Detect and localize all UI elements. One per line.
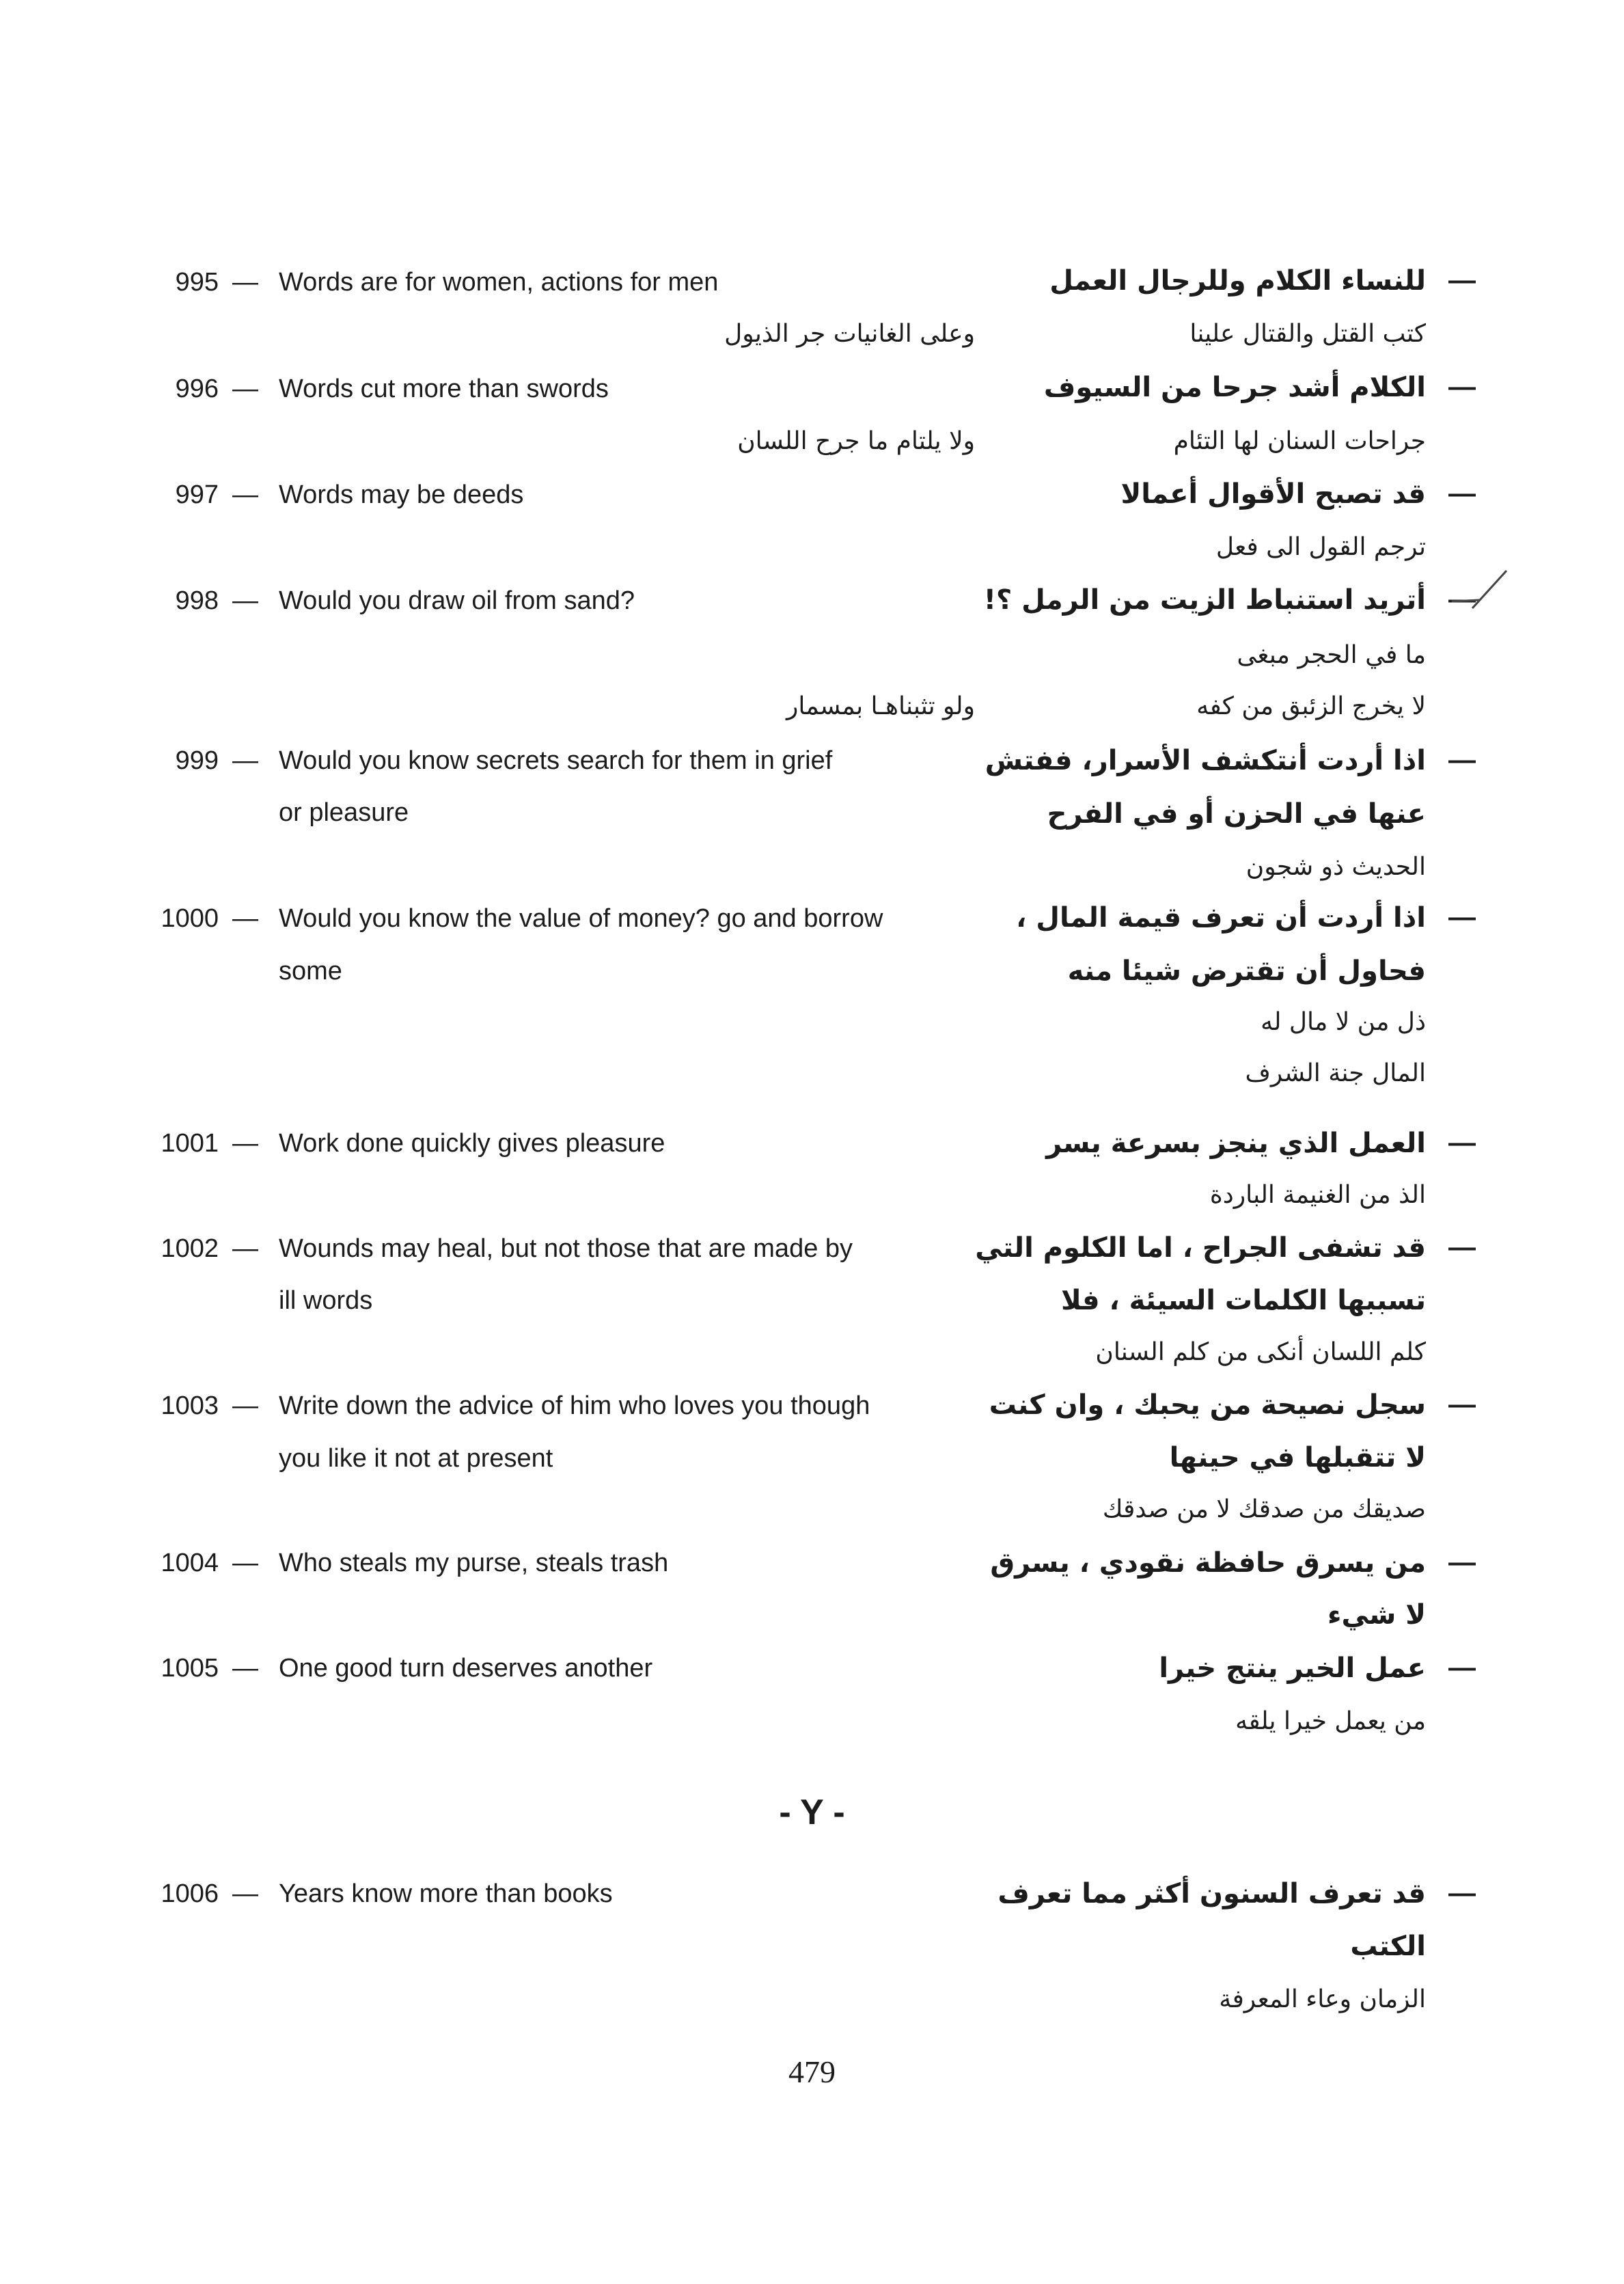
entry-dash: — — [232, 1391, 258, 1420]
english-proverb: Words may be deeds — [279, 480, 524, 509]
arabic-dash: — — [1448, 584, 1476, 614]
entry-number: 1005 — [161, 1654, 219, 1683]
arabic-proverb: الكلام أشد جرحا من السيوف — [1043, 372, 1426, 403]
arabic-equivalent: ما في الحجر مبغى — [1237, 641, 1426, 669]
entry-dash: — — [232, 1129, 258, 1158]
arabic-proverb: أتريد استنباط الزيت من الرمل ؟! — [983, 584, 1426, 616]
arabic-proverb-line2: لا شيء — [1327, 1599, 1426, 1631]
entry-dash: — — [232, 1879, 258, 1908]
arabic-dash: — — [1448, 1389, 1476, 1419]
page-number: 479 — [788, 2054, 836, 2089]
english-proverb-line2: ill words — [279, 1286, 373, 1315]
arabic-equivalent: المال جنة الشرف — [1245, 1059, 1426, 1087]
arabic-equivalent: من يعمل خيرا يلقه — [1235, 1707, 1426, 1735]
arabic-proverb-line2: لا تتقبلها في حينها — [1169, 1442, 1426, 1473]
entry-dash: — — [232, 1549, 258, 1577]
entry-dash: — — [232, 1654, 258, 1683]
entry-dash: — — [232, 904, 258, 933]
english-proverb-line2: or pleasure — [279, 798, 409, 827]
arabic-equivalent: جراحات السنان لها التئام — [1173, 427, 1426, 455]
arabic-proverb: قد تعرف السنون أكثر مما تعرف — [997, 1878, 1426, 1909]
english-proverb-line2: some — [279, 957, 342, 985]
english-proverb: Would you know secrets search for them in grief — [279, 746, 833, 775]
arabic-proverb-line2: الكتب — [1350, 1931, 1426, 1962]
arabic-equivalent: ترجم القول الى فعل — [1215, 533, 1426, 561]
arabic-equivalent: الذ من الغنيمة الباردة — [1209, 1181, 1426, 1209]
arabic-equivalent: الزمان وعاء المعرفة — [1219, 1985, 1426, 2013]
arabic-proverb: قد تصبح الأقوال أعمالا — [1120, 478, 1426, 510]
margin-tick-mark — [1448, 567, 1510, 622]
arabic-equivalent: كلم اللسان أنكى من كلم السنان — [1095, 1338, 1426, 1366]
arabic-dash: — — [1448, 1547, 1476, 1577]
arabic-dash: — — [1448, 1128, 1476, 1158]
arabic-equivalent: ذل من لا مال له — [1261, 1008, 1426, 1036]
entry-number: 996 — [175, 375, 219, 403]
english-proverb: Words are for women, actions for men — [279, 268, 719, 297]
arabic-dash: — — [1448, 745, 1476, 775]
arabic-equivalent: لا يخرج الزئبق من كفه — [1196, 692, 1426, 720]
arabic-verse-continuation: ولو تثبناهـا بمسمار — [786, 692, 975, 720]
entry-number: 1000 — [161, 904, 219, 933]
english-proverb: Would you draw oil from sand? — [279, 586, 635, 615]
english-proverb: Years know more than books — [279, 1879, 613, 1908]
arabic-proverb-line2: فحاول أن تقترض شيئا منه — [1067, 955, 1426, 987]
entry-number: 1002 — [161, 1234, 219, 1263]
arabic-proverb: اذا أردت أنتكشف الأسرار، ففتش — [985, 745, 1426, 776]
arabic-dash: — — [1448, 1653, 1476, 1683]
arabic-dash: — — [1448, 1878, 1476, 1908]
arabic-proverb-line2: عنها في الحزن أو في الفرح — [1047, 798, 1426, 830]
english-proverb: Would you know the value of money? go and borrow — [279, 904, 883, 933]
entry-dash: — — [232, 268, 258, 297]
arabic-proverb: العمل الذي ينجز بسرعة يسر — [1046, 1128, 1426, 1159]
arabic-equivalent: كتب القتل والقتال علينا — [1189, 320, 1426, 348]
arabic-equivalent: صديقك من صدقك لا من صدقك — [1102, 1495, 1426, 1523]
arabic-dash: — — [1448, 372, 1476, 402]
english-proverb: Who steals my purse, steals trash — [279, 1549, 669, 1577]
arabic-proverb: للنساء الكلام وللرجال العمل — [1049, 265, 1426, 297]
entry-dash: — — [232, 480, 258, 509]
arabic-dash: — — [1448, 1232, 1476, 1262]
arabic-dash: — — [1448, 902, 1476, 932]
arabic-proverb: قد تشفى الجراح ، اما الكلوم التي — [975, 1232, 1426, 1264]
entry-number: 1004 — [161, 1549, 219, 1577]
english-proverb-line2: you like it not at present — [279, 1444, 553, 1473]
arabic-verse-continuation: ولا يلتام ما جرح اللسان — [737, 427, 975, 455]
english-proverb: Write down the advice of him who loves you though — [279, 1391, 870, 1420]
arabic-proverb: اذا أردت أن تعرف قيمة المال ، — [1016, 902, 1426, 934]
english-proverb: Work done quickly gives pleasure — [279, 1129, 665, 1158]
entry-dash: — — [232, 586, 258, 615]
entry-dash: — — [232, 1234, 258, 1263]
entry-number: 1003 — [161, 1391, 219, 1420]
arabic-proverb: من يسرق حافظة نقودي ، يسرق — [990, 1547, 1426, 1579]
arabic-proverb-line2: تسببها الكلمات السيئة ، فلا — [1061, 1285, 1426, 1316]
english-proverb: One good turn deserves another — [279, 1654, 653, 1683]
entry-number: 995 — [175, 268, 219, 297]
entry-number: 999 — [175, 746, 219, 775]
section-letter-heading: - Y - — [779, 1793, 845, 1832]
entry-number: 997 — [175, 480, 219, 509]
english-proverb: Wounds may heal, but not those that are made by — [279, 1234, 853, 1263]
arabic-dash: — — [1448, 265, 1476, 295]
arabic-proverb: عمل الخير ينتج خيرا — [1159, 1653, 1426, 1684]
entry-number: 998 — [175, 586, 219, 615]
arabic-verse-continuation: وعلى الغانيات جر الذيول — [724, 320, 975, 348]
arabic-equivalent: الحديث ذو شجون — [1245, 853, 1426, 881]
arabic-dash: — — [1448, 478, 1476, 508]
entry-number: 1001 — [161, 1129, 219, 1158]
english-proverb: Words cut more than swords — [279, 375, 609, 403]
arabic-proverb: سجل نصيحة من يحبك ، وان كنت — [989, 1389, 1426, 1421]
entry-dash: — — [232, 746, 258, 775]
entry-dash: — — [232, 375, 258, 403]
entry-number: 1006 — [161, 1879, 219, 1908]
